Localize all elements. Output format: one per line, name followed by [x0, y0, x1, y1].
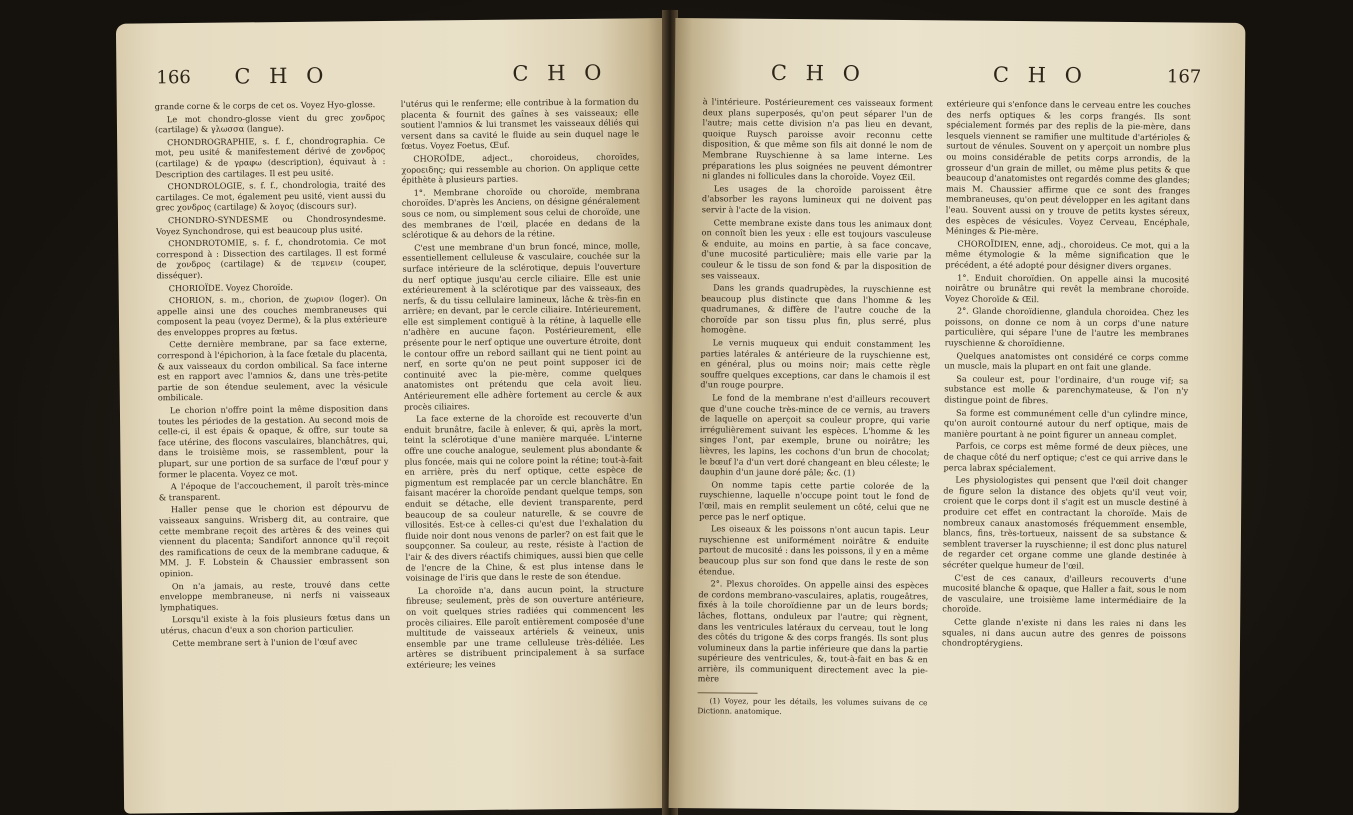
right-page-header — [675, 60, 1245, 95]
paragraph: 2°. Plexus choroïdes. On appelle ainsi des espèces de cordons membrano-vasculaires, aplatis, rougeâtres, fixés à la toile choroïdienne par un de leurs bords; lâches, flottans, onduleux par l'autre; qui règnent, dans les ventricules latéraux du cerveau, tout le long des côtés du trigone & des corps frangés. Ils sont plus volumineux dans la partie inférieure que dans la partie supérieure des ventricules, &, tout-à-fait en bas & en arrière, ils communiquent directement avec la pie-mère — [697, 578, 929, 684]
paragraph: Cette membrane existe dans tous les animaux dont on connoît bien les yeux : elle est toujours vasculeuse & enduite, au moins en partie, à sa face concave, d'une mucosité particulière; mais elle varie par la couleur & le tissu de son fond & par la disposition de ses vaisseaux. — [701, 216, 932, 281]
paragraph: On nomme tapis cette partie colorée de la ruyschienne, laquelle n'occupe point tout le fond de l'œil, mais en remplit seulement un côté, celui que ne perce pas le nerf optique. — [699, 479, 930, 522]
paragraph: C'est une membrane d'un brun foncé, mince, molle, essentiellement celluleuse & vasculaire, couchée sur la surface intérieure de la sclérotique, depuis l'ouverture du nerf optique jusqu'au cercle ciliaire. Elle est unie extérieurement à la sclérotique par des vaisseaux, des nerfs, & du tissu cellulaire lamineux, lâche & très-fin en arrière; en devant, par le cercle ciliaire. Intérieurement, elle est simplement contiguë à la rétine, à laquelle elle n'adhère en aucune façon. Postérieurement, elle présente pour le nerf optique une ouverture étroite, dont le contour offre un rebord saillant qui ne tient point au nerf, en sorte qu'on ne peut point supposer ici de continuité avec la pie-mère, comme quelques anatomistes ont prétendu que cela avoit lieu. Antérieurement elle adhère fortement au cercle & aux procès ciliaires. — [402, 240, 642, 412]
paragraph: Les usages de la choroïde paroissent être d'absorber les rayons lumineux qui ne doivent pas servir à l'acte de la vision. — [701, 183, 932, 216]
running-head: C H O — [770, 60, 867, 86]
right-column-2 — [941, 98, 1191, 802]
paragraph: grande corne & le corps de cet os. Voyez Hyo-glosse. — [154, 99, 376, 112]
paragraph: Le mot chondro-glosse vient du grec χονδρος (cartilage) & γλωσσα (langue). — [154, 111, 385, 135]
paragraph: A l'époque de l'accouchement, il paroît très-mince & transparent. — [158, 479, 389, 503]
entry: CHONDROTOMIE, s. f. f., chondrotomia. Ce mot correspond à : Dissection des cartilages. Il est formé de χονδρος (cartilage) & de τεμνειν (couper, disséquer). — [156, 236, 387, 281]
paragraph: Le fond de la membrane n'est d'ailleurs recouvert que d'une couche très-mince de ce vernis, au travers de laquelle on aperçoit sa couleur propre, qui varie irrégulièrement suivant les espèces. L'homme & les singes l'ont, par exemple, brune ou noirâtre; les lièvres, les lapins, les cochons d'un brun de chocolat; le bœuf l'a d'un vert doré changeant en bleu céleste; le dauphin d'un jaune doré pâle; &c. (1) — [699, 392, 931, 478]
paragraph: Les physiologistes qui pensent que l'œil doit changer de figure selon la distance des objets qu'il veut voir, croient que le corps dont il s'agit est un muscle destiné à produire cet effet en contractant la choroïde. Mais de nombreux canaux anastomosés fréquemment ensemble, blancs, fins, très-tortueux, naissent de sa substance & semblent traverser la ruyschienne; il est donc plus naturel de regarder cet organe comme une glande destinée à sécréter quelque humeur de l'œil. — [942, 474, 1188, 571]
entry: CHONDROGRAPHIE, s. f. f., chondrographia. Ce mot, peu usité & manifestement dérivé de χονδρος (cartilage) & de γραφω (description), équivaut à : Description des cartilages. Il est peu usité. — [155, 134, 386, 179]
paragraph: Sa forme est communément celle d'un cylindre mince, qu'on auroit contourné autour du nerf optique, mais de manière pourtant à ne point figurer un anneau complet. — [943, 407, 1189, 441]
entry: CHORION, s. m., chorion, de χωριον (loger). On appelle ainsi une des couches membraneuses qui composent la peau (voyez Derme), & la plus extérieure des enveloppes propres au fœtus. — [156, 293, 388, 338]
paragraph: On n'a jamais, au reste, trouvé dans cette enveloppe membraneuse, ni nerfs ni vaisseaux lymphatiques. — [159, 578, 390, 613]
right-column-1 — [697, 96, 933, 800]
entry: CHORIOÏDE. Voyez Choroïde. — [168, 281, 294, 293]
entry: CHOROÏDIEN, enne, adj., choroideus. Ce mot, qui a la même étymologie & la même signification que le précédent, a été adopté pour désigner divers organes. — [945, 238, 1190, 272]
paragraph: Haller pense que le chorion est dépourvu de vaisseaux sanguins. Wrisberg dit, au contraire, que cette membrane reçoit des artères & des veines qui viennent du placenta; Sandifort annonce qu'il reçoit des ramifications de ceux de la membrane caduque, & MM. J. F. Lobstein & Chaussier embrassent son opinion. — [159, 502, 390, 579]
paragraph: 2°. Glande choroïdienne, glandula choroidea. Chez les poissons, on donne ce nom à un corps d'une nature particulière, qui sépare l'une de l'autre les membranes ruyschienne & choroïdienne. — [944, 305, 1189, 349]
paragraph: 1°. Membrane choroïde ou choroïde, membrana choroïdes. D'après les Anciens, on désigne généralement sous ce nom, ou simplement sous celui de choroïde, une des membranes de l'œil, placée en dedans de la sclérotique & au dehors de la rétine. — [401, 185, 641, 240]
paragraph: C'est de ces canaux, d'ailleurs recouverts d'une mucosité blanche & opaque, que Haller a fait, sous le nom de vasculaire, une troisième lame intermédiaire de la choroïde. — [942, 572, 1187, 615]
running-head: C H O — [512, 60, 608, 86]
paragraph: Dans les grands quadrupèdes, la ruyschienne est beaucoup plus distincte que dans l'homme & les quadrumanes, & diffère de l'autre couche de la choroïde par son tissu plus fin, plus serré, plus homogène. — [700, 282, 932, 336]
entry: CHONDRO-SYNDESME ou Chondrosyndesme. Voyez Synchondrose, qui est beaucoup plus usité. — [156, 212, 386, 236]
footnote-rule — [698, 692, 758, 694]
paragraph: extérieure qui s'enfonce dans le cerveau entre les couches des nerfs optiques & les corps frangés. Ils sont spécialement formés par des replis de la pie-mère, dans lesquels viennent se ramifier une multitude d'artérioles & surtout de vénules. Souvent on y aperçoit un nombre plus ou moins considérable de petits corps arrondis, de la grosseur d'un grain de millet, ou même plus petits & que beaucoup d'anatomistes ont regardés comme des glandes; mais M. Chaussier affirme que ce sont des franges membraneuses, qu'on peut développer en les agitant dans l'eau. Souvent aussi on y trouve de petits kystes séreux, des espèces de vésicules. Voyez Cerveau, Encéphale, Méninges & Pie-mère. — [945, 98, 1191, 237]
left-page-header — [116, 60, 664, 96]
paragraph: Le chorion n'offre point la même disposition dans toutes les périodes de la gestation. Au second mois de celle-ci, il est épais & opaque, & offre, sur toute sa face utérine, des flocons vasculaires, blanchâtres, qui, dans le troisième mois, se rassemblent, pour la plupart, sur une portion de sa surface de l'œuf pour y former le placenta. Voyez ce mot. — [158, 402, 389, 479]
paragraph: Lorsqu'il existe à la fois plusieurs fœtus dans un utérus, chacun d'eux a son chorion particulier. — [160, 612, 391, 636]
paragraph: La face externe de la choroïde est recouverte d'un enduit brunâtre, facile à enlever, & qui, après la mort, teint la sclérotique d'une manière marquée. L'interne offre une couche analogue, seulement plus abondante & plus foncée, mais qui ne colore point la rétine; tout-à-fait en arrière, près du nerf optique, cette espèce de pigmentum est remplacée par un cercle blanchâtre. En faisant macérer la choroïde pendant quelque temps, son enduit se détache, elle devient transparente, perd beaucoup de sa couleur naturelle, & se couvre de villosités. Est-ce à celles-ci qu'est due l'exhalation du fluide noir dont nous venons de parler? on est fait que le soupçonner. Sa couleur, au reste, résiste à l'action de l'air & des divers réactifs chimiques, aussi bien que celle de l'encre de la Chine, & est plus intense dans le voisinage de l'iris que dans le reste de son étendue. — [404, 411, 644, 583]
paragraph: Cette glande n'existe ni dans les raies ni dans les squales, ni dans aucun autre des genres de poissons chondroptérygiens. — [941, 616, 1187, 649]
paragraph: Les oiseaux & les poissons n'ont aucun tapis. Leur ruyschienne est uniformément noirâtre & enduite partout de mucosité : dans les poissons, il y en a même beaucoup plus sur son fond que dans le reste de son étendue. — [698, 523, 930, 577]
paragraph: Quelques anatomistes ont considéré ce corps comme un muscle, mais la plupart en ont fait une glande. — [944, 350, 1189, 373]
entry: CHOROÏDE, adject., choroideus, choroïdes, χοροειδης; qui ressemble au chorion. On applique cette épithète à plusieurs parties. — [401, 151, 640, 185]
page-number: 166 — [156, 66, 191, 89]
paragraph: Sa couleur est, pour l'ordinaire, d'un rouge vif; sa substance est molle & parenchymateuse, & l'on n'y distingue point de fibres. — [944, 373, 1189, 406]
left-page — [116, 18, 672, 814]
running-head: C H O — [992, 62, 1089, 88]
footnote: (1) Voyez, pour les détails, les volumes suivans de ce Dictionn. anatomique. — [697, 696, 928, 716]
paragraph: l'utérus qui le renferme; elle contribue à la formation du placenta & fournit des gaînes à ses vaisseaux; elle soutient l'amnios & lui transmet les vaisseaux déliés qui versent dans sa cavité le fluide au sein duquel nage le fœtus. Voyez Foetus, Œuf. — [400, 96, 640, 152]
running-head: C H O — [234, 63, 330, 89]
paragraph: Cette dernière membrane, par sa face externe, correspond à l'épichorion, à la face fœtale du placenta, & aux vaisseaux du cordon ombilical. Sa face interne est en rapport avec l'amnios &, dans une très-petite partie de son étendue seulement, avec la vésicule ombilicale. — [157, 337, 388, 403]
paragraph: 1°. Enduit choroïdien. On appelle ainsi la mucosité noirâtre ou brunâtre qui revêt la membrane choroïde. Voyez Choroïde & Œil. — [944, 271, 1190, 304]
entry: CHONDROLOGIE, s. f. f., chondrologia, traité des cartilages. Ce mot, également peu usité, vient aussi du grec χονδρος (cartilage) & λογος (discours sur). — [155, 179, 386, 213]
right-page — [669, 18, 1246, 813]
paragraph: Cette membrane sert à l'union de l'œuf avec — [172, 635, 358, 648]
paragraph: Parfois, ce corps est même formé de deux pièces, une de chaque côté du nerf optique; c'est ce qui arrive dans le perca labrax spécialement. — [943, 440, 1188, 473]
paragraph: La choroïde n'a, dans aucun point, la structure fibreuse; seulement, près de son ouverture antérieure, on voit quelques stries radiées qui commencent les procès ciliaires. Elle paroît entièrement composée d'une multitude de vaisseaux artériels & veineux, unis ensemble par une trame celluleuse très-déliée. Les artères se distribuent principalement à sa surface extérieure; les veines — [405, 582, 645, 670]
paragraph: Le vernis muqueux qui enduit constamment les parties latérales & antérieure de la ruyschienne est, en général, plus ou moins noir; mais cette règle souffre quelques exceptions, car dans le chamois il est d'un rouge pourpre. — [700, 337, 931, 391]
page-number: 167 — [1166, 66, 1202, 88]
left-column-1 — [155, 99, 392, 803]
paragraph: à l'intérieure. Postérieurement ces vaisseaux forment deux plans superposés, qu'on peut séparer l'un de l'autre; mais cette division n'a pas lieu en devant, quoique Ruysch paroisse avoir reconnu cette disposition, & que même son fils ait donné le nom de Membrane Ruyschienne à sa lame interne. Les préparations les plus soignées ne peuvent démontrer ni glandes ni follicules dans la choroïde. Voyez Œil. — [702, 96, 933, 183]
left-column-2 — [401, 96, 646, 800]
